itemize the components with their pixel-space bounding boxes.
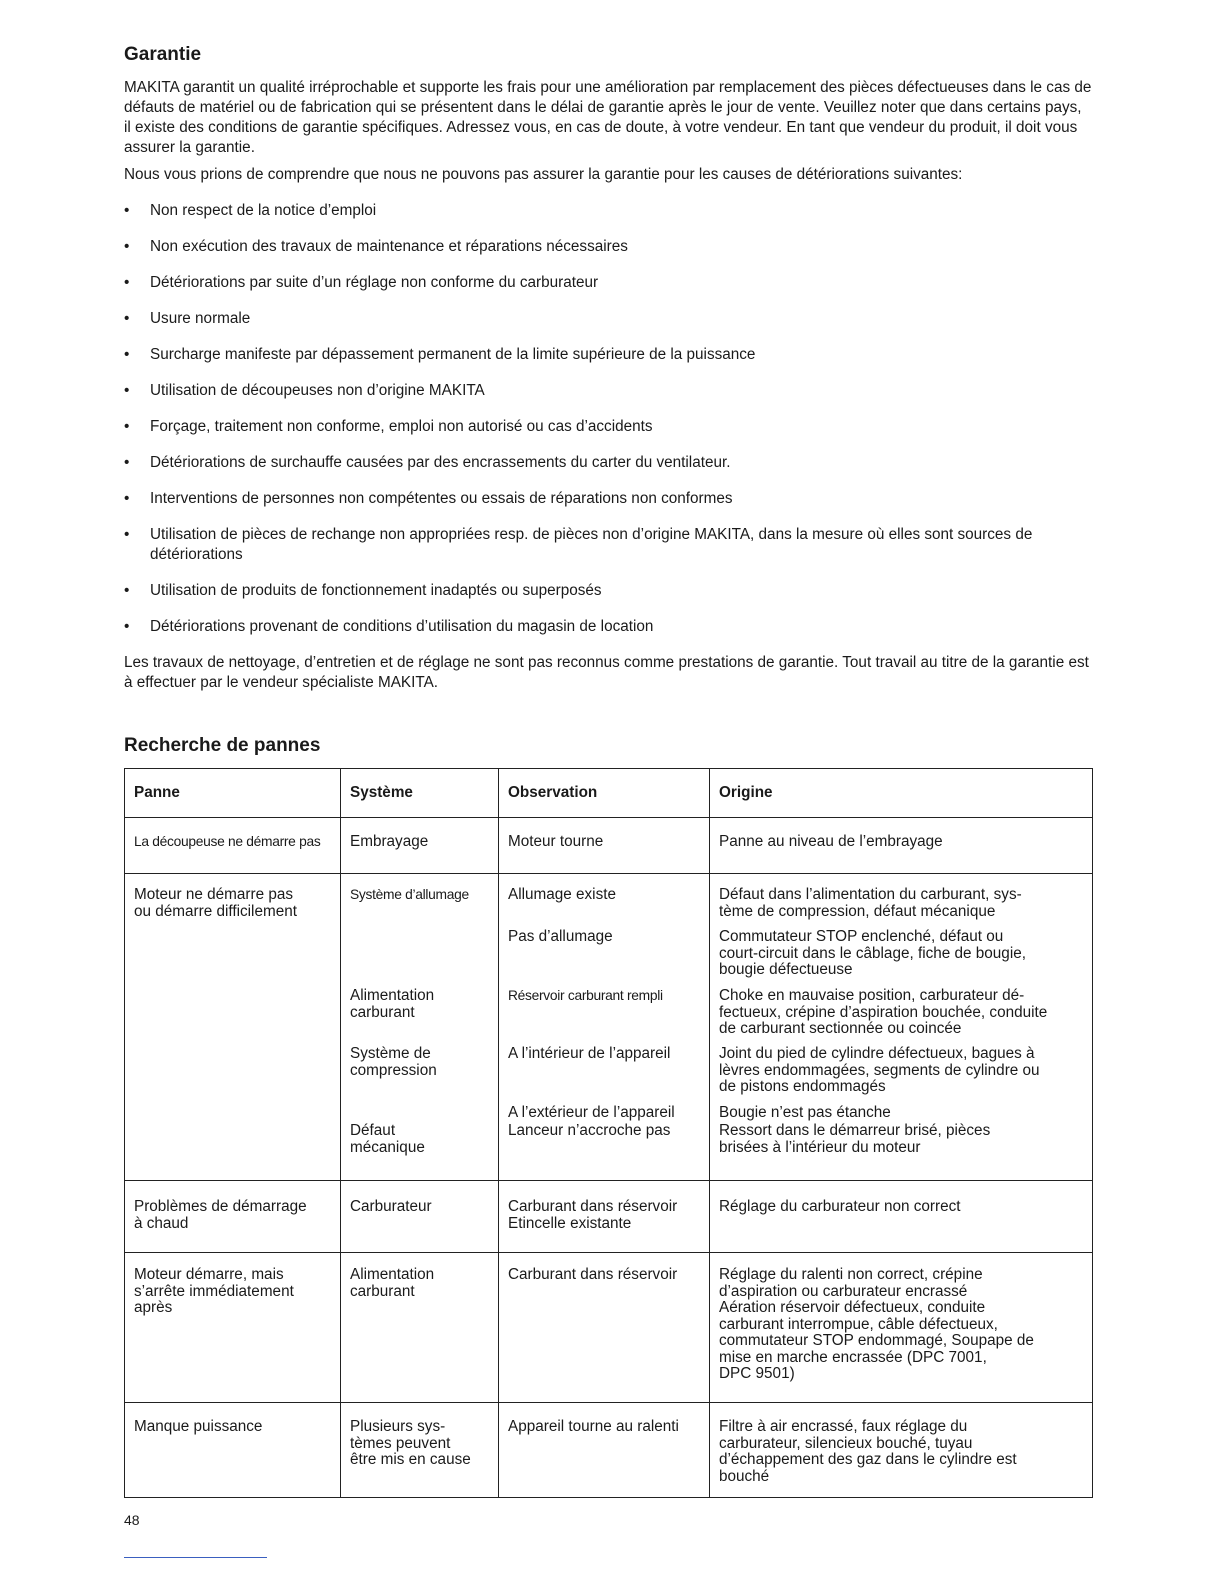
list-item: • Détériorations par suite d’un réglage non conforme du carburateur	[124, 274, 599, 291]
cell-systeme-alimentation: Alimentation carburant	[350, 987, 435, 1021]
cell-systeme-allumage: Système d’allumage	[350, 887, 469, 902]
list-item: • Non respect de la notice d’emploi	[124, 202, 377, 219]
cell-origine-2: Commutateur STOP enclenché, défaut ou court-circuit dans le câblage, fiche de bougie, bougie défectueuse	[719, 928, 1026, 978]
bullet-icon: •	[124, 490, 130, 507]
exclusion-list	[124, 201, 1092, 637]
cell-observation-pas-allumage: Pas d’allumage	[508, 928, 613, 945]
bullet-icon: •	[124, 454, 130, 471]
cell-origine: Panne au niveau de l’embrayage	[719, 833, 943, 850]
header-observation: Observation	[499, 769, 710, 818]
cell-systeme: Carburateur	[350, 1198, 432, 1215]
cell-observation-interieur: A l’intérieur de l’appareil	[508, 1045, 671, 1062]
garantie-closing: Les travaux de nettoyage, d’entretien et de réglage ne sont pas reconnus comme prestations de garantie. Tout travail au titre de la garantie est à effectuer par le vendeur spécialiste MAKITA.	[124, 654, 1089, 691]
cell-origine-6: Ressort dans le démarreur brisé, pièces brisées à l’intérieur du moteur	[719, 1122, 991, 1156]
bullet-icon: •	[124, 238, 130, 255]
cell-origine: Réglage du carburateur non correct	[719, 1198, 961, 1215]
cell-observation: Carburant dans réservoir	[508, 1266, 678, 1283]
cell-panne: Problèmes de démarrage à chaud	[134, 1198, 307, 1232]
table-row	[125, 818, 1093, 874]
cell-observation-lanceur: Lanceur n’accroche pas	[508, 1122, 671, 1139]
header-systeme: Système	[341, 769, 499, 818]
bullet-icon: •	[124, 310, 130, 327]
cell-origine: Filtre à air encrassé, faux réglage du carburateur, silencieux bouché, tuyau d’échappement des gaz dans le cylindre est bouché	[719, 1418, 1017, 1485]
cell-observation-allumage-existe: Allumage existe	[508, 886, 616, 903]
list-item: • Forçage, traitement non conforme, emploi non autorisé ou cas d’accidents	[124, 418, 653, 435]
cell-systeme: Embrayage	[350, 833, 429, 850]
list-item: • Détériorations de surchauffe causées par des encrassements du carter du ventilateur.	[124, 454, 731, 471]
bullet-icon: •	[124, 274, 130, 291]
cell-panne: La découpeuse ne démarre pas	[134, 834, 321, 849]
bullet-icon: •	[124, 202, 130, 219]
cell-observation: Appareil tourne au ralenti	[508, 1418, 679, 1435]
garantie-intro: MAKITA garantit un qualité irréprochable et supporte les frais pour une amélioration par remplacement des pièces défectueuses dans le cas de défauts de matériel ou de fabrication qui se présentent dans le délai de garantie après le jour de vente. Veuillez noter que dans certains pays, il existe des conditions de garantie spécifiques. Adressez vous, en cas de doute, à votre vendeur. En tant que vendeur du produit, il doit vous assurer la garantie.	[124, 79, 1092, 156]
cell-origine-1: Défaut dans l’alimentation du carburant, sys- tème de compression, défaut mécanique	[719, 886, 1022, 920]
header-origine: Origine	[710, 769, 1093, 818]
table-header-row	[125, 769, 1093, 818]
table-row	[125, 1403, 1093, 1498]
table-row	[125, 874, 1093, 1181]
cell-systeme-mecanique: Défaut mécanique	[350, 1122, 425, 1156]
bullet-icon: •	[124, 382, 130, 399]
footer-rule	[124, 1557, 267, 1558]
bullet-icon: •	[124, 346, 130, 363]
cell-origine: Réglage du ralenti non correct, crépine d’aspiration ou carburateur encrassé Aération réservoir défectueux, conduite carburant interrompue, câble défectueux, commutateur STOP endommagé, Soupape de mise en marche encrassée (DPC 7001, DPC 9501)	[719, 1266, 1034, 1382]
list-item: • Non exécution des travaux de maintenance et réparations nécessaires	[124, 238, 628, 255]
cell-origine-4: Joint du pied de cylindre défectueux, bagues à lèvres endommagées, segments de cylindre ou de pistons endommagés	[719, 1045, 1040, 1095]
list-item: • Utilisation de découpeuses non d’origine MAKITA	[124, 382, 485, 399]
cell-panne: Moteur ne démarre pas ou démarre difficilement	[134, 886, 297, 920]
page-number: 48	[124, 1512, 140, 1528]
header-panne: Panne	[125, 769, 341, 818]
list-item: • Utilisation de pièces de rechange non appropriées resp. de pièces non d’origine MAKITA, dans la mesure où elles sont sources de détériorations	[124, 526, 1033, 563]
bullet-icon: •	[124, 526, 130, 543]
list-item: • Surcharge manifeste par dépassement permanent de la limite supérieure de la puissance	[124, 346, 756, 363]
pannes-title: Recherche de pannes	[124, 735, 321, 756]
table-row	[125, 1253, 1093, 1403]
cell-observation-reservoir: Réservoir carburant rempli	[508, 988, 663, 1003]
bullet-icon: •	[124, 582, 130, 599]
cell-panne: Moteur démarre, mais s’arrête immédiatement après	[134, 1266, 294, 1316]
cell-panne: Manque puissance	[134, 1418, 263, 1435]
bullet-icon: •	[124, 418, 130, 435]
list-item: • Détériorations provenant de conditions d’utilisation du magasin de location	[124, 618, 654, 635]
garantie-lead: Nous vous prions de comprendre que nous ne pouvons pas assurer la garantie pour les causes de détériorations suivantes:	[124, 166, 963, 183]
cell-origine-3: Choke en mauvaise position, carburateur dé- fectueux, crépine d’aspiration bouchée, conduite de carburant sectionnée ou coincée	[719, 987, 1048, 1037]
bullet-icon: •	[124, 618, 130, 635]
cell-systeme: Alimentation carburant	[350, 1266, 435, 1300]
cell-observation: Carburant dans réservoir Etincelle existante	[508, 1198, 678, 1232]
cell-origine-5: Bougie n’est pas étanche	[719, 1104, 891, 1121]
cell-systeme: Plusieurs sys- tèmes peuvent être mis en cause	[350, 1418, 471, 1468]
list-item: • Interventions de personnes non compétentes ou essais de réparations non conformes	[124, 490, 733, 507]
cell-observation: Moteur tourne	[508, 833, 604, 850]
cell-observation-exterieur: A l’extérieur de l’appareil	[508, 1104, 675, 1121]
list-item: • Usure normale	[124, 310, 251, 327]
cell-systeme-compression: Système de compression	[350, 1045, 437, 1079]
garantie-title: Garantie	[124, 44, 202, 65]
table-row	[125, 1181, 1093, 1253]
list-item: • Utilisation de produits de fonctionnement inadaptés ou superposés	[124, 582, 602, 599]
page-content	[124, 44, 1092, 1498]
troubleshooting-table	[124, 768, 1093, 1498]
